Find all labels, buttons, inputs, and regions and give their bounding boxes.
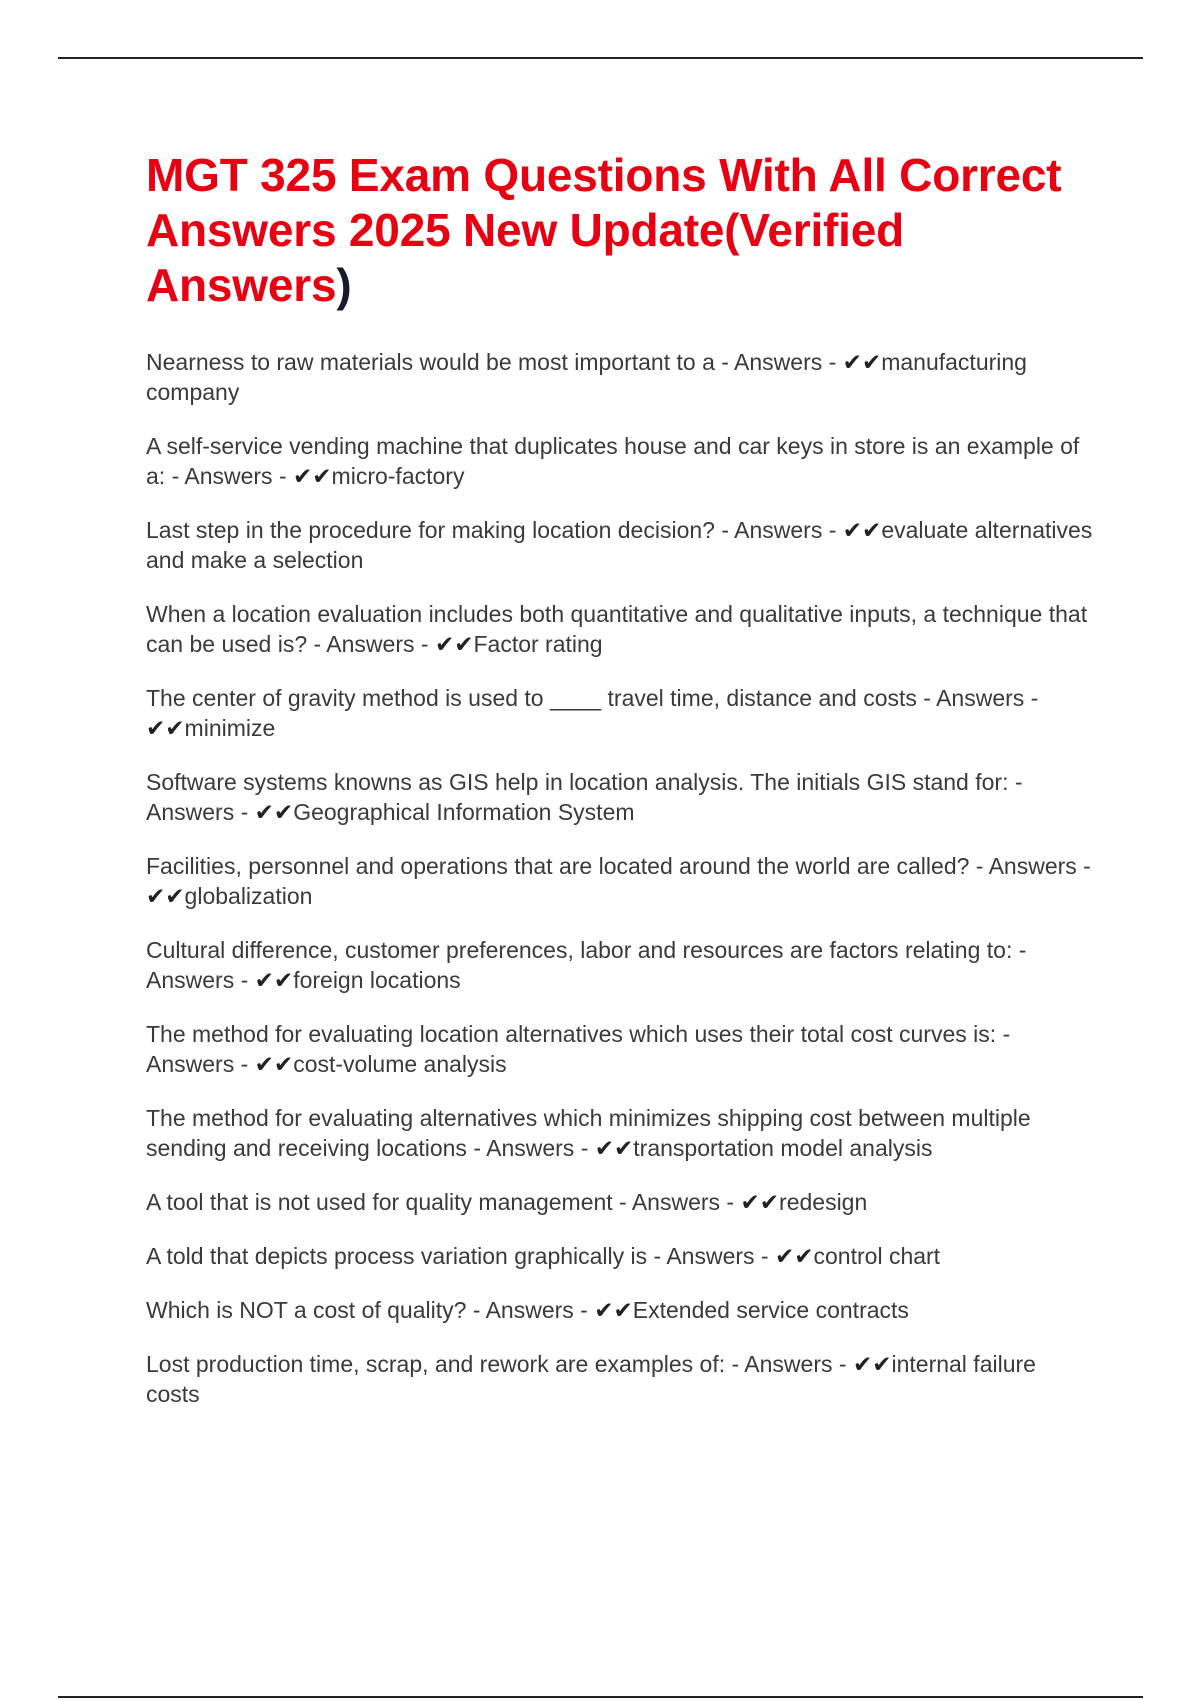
question-text: Which is NOT a cost of quality? <box>146 1297 467 1323</box>
question-text: Nearness to raw materials would be most important to a <box>146 349 715 375</box>
question-text: The center of gravity method is used to ____ travel time, distance and costs <box>146 685 917 711</box>
document-title <box>146 148 1096 313</box>
question-text: Cultural difference, customer preferences, labor and resources are factors relating to: <box>146 937 1013 963</box>
answer-text: Extended service contracts <box>632 1297 909 1323</box>
double-check-icon: ✔✔ <box>434 631 474 657</box>
answer-separator: - Answers - <box>146 769 1023 825</box>
answer-text: cost-volume analysis <box>293 1051 507 1077</box>
qa-list <box>146 347 1096 1409</box>
answer-separator: - Answers - <box>307 631 435 657</box>
answer-separator: - Answers - <box>714 517 843 543</box>
double-check-icon: ✔✔ <box>852 1351 892 1377</box>
answer-separator: - Answers - <box>714 349 843 375</box>
answer-text: foreign locations <box>293 967 461 993</box>
double-check-icon: ✔✔ <box>146 883 185 909</box>
question-text: Software systems knowns as GIS help in location analysis. The initials GIS stand for: <box>146 769 1009 795</box>
answer-separator: - Answers - <box>466 1297 595 1323</box>
question-text: Facilities, personnel and operations that are located around the world are called? <box>146 853 970 879</box>
bottom-rule <box>58 1696 1143 1698</box>
top-rule <box>58 57 1143 59</box>
qa-item <box>146 347 1096 407</box>
answer-separator: - Answers - <box>969 853 1091 879</box>
qa-item <box>146 431 1096 491</box>
answer-text: redesign <box>779 1189 868 1215</box>
qa-item <box>146 1019 1096 1079</box>
double-check-icon: ✔✔ <box>842 349 882 375</box>
title-text: MGT 325 Exam Questions With All Correct Answers 2025 New Update(Verified Answers <box>146 149 1062 311</box>
answer-separator: - Answers - <box>165 463 293 489</box>
qa-item <box>146 1241 1096 1271</box>
double-check-icon: ✔✔ <box>254 967 294 993</box>
qa-item <box>146 1349 1096 1409</box>
answer-separator: - Answers - <box>466 1135 595 1161</box>
answer-text: Geographical Information System <box>293 799 635 825</box>
answer-text: control chart <box>813 1243 941 1269</box>
question-text: Lost production time, scrap, and rework are examples of: <box>146 1351 726 1377</box>
question-text: When a location evaluation includes both quantitative and qualitative inputs, a technique that can be used is? <box>146 601 1088 657</box>
qa-item <box>146 1187 1096 1217</box>
answer-text: internal failure costs <box>146 1351 1036 1407</box>
answer-separator: - Answers - <box>647 1243 775 1269</box>
question-text: The method for evaluating location alternatives which uses their total cost curves is: <box>146 1021 997 1047</box>
qa-item <box>146 1295 1096 1325</box>
answer-text: transportation model analysis <box>633 1135 933 1161</box>
document-body <box>146 148 1096 1409</box>
qa-item <box>146 599 1096 659</box>
answer-separator: - Answers - <box>146 1021 1011 1077</box>
double-check-icon: ✔✔ <box>594 1135 634 1161</box>
qa-item <box>146 851 1096 911</box>
answer-separator: - Answers - <box>612 1189 741 1215</box>
answer-separator: - Answers - <box>146 937 1027 993</box>
qa-item <box>146 1103 1096 1163</box>
qa-item <box>146 935 1096 995</box>
double-check-icon: ✔✔ <box>293 463 332 489</box>
double-check-icon: ✔✔ <box>842 517 882 543</box>
answer-separator: - Answers - <box>916 685 1039 711</box>
answer-text: manufacturing company <box>146 349 1027 405</box>
qa-item <box>146 683 1096 743</box>
answer-text: micro-factory <box>331 463 465 489</box>
answer-text: Factor rating <box>473 631 603 657</box>
question-text: A told that depicts process variation graphically is <box>146 1243 648 1269</box>
double-check-icon: ✔✔ <box>774 1243 814 1269</box>
double-check-icon: ✔✔ <box>254 1051 294 1077</box>
double-check-icon: ✔✔ <box>254 799 294 825</box>
question-text: The method for evaluating alternatives which minimizes shipping cost between multiple sending and receiving locations <box>146 1105 1031 1161</box>
title-close-paren: ) <box>336 259 352 311</box>
qa-item <box>146 767 1096 827</box>
double-check-icon: ✔✔ <box>740 1189 780 1215</box>
answer-text: globalization <box>184 883 313 909</box>
answer-text: evaluate alternatives and make a selection <box>146 517 1093 573</box>
answer-text: minimize <box>184 715 276 741</box>
question-text: A tool that is not used for quality management <box>146 1189 613 1215</box>
double-check-icon: ✔✔ <box>594 1297 633 1323</box>
answer-separator: - Answers - <box>725 1351 853 1377</box>
question-text: Last step in the procedure for making location decision? <box>146 517 715 543</box>
qa-item <box>146 515 1096 575</box>
double-check-icon: ✔✔ <box>146 715 185 741</box>
question-text: A self-service vending machine that duplicates house and car keys in store is an example of a: <box>146 433 1080 489</box>
